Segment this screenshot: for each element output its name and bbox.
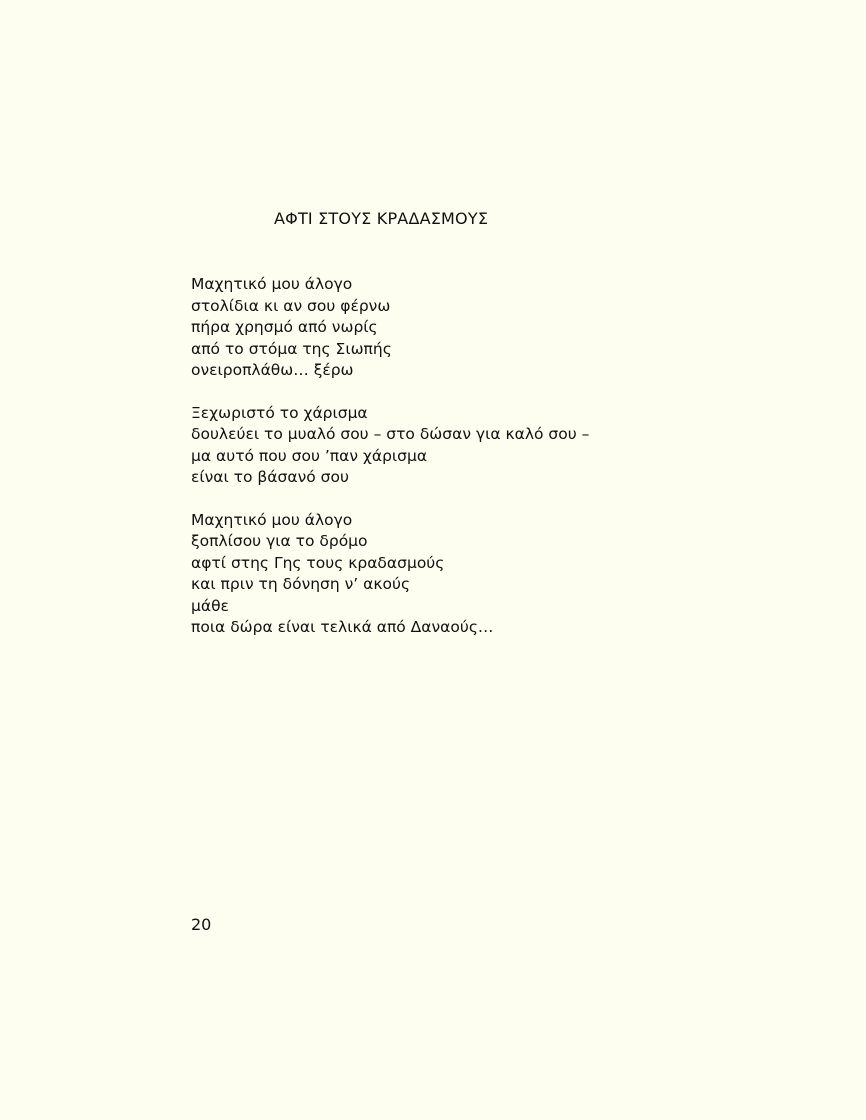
poem-line: δουλεύει το μυαλό σου – στο δώσαν για καλό σου – xyxy=(191,425,590,443)
stanza-1 xyxy=(191,274,751,382)
page-number: 20 xyxy=(191,915,212,934)
poem-line: Μαχητικό μου άλογο xyxy=(191,275,353,293)
poem-line: Μαχητικό μου άλογο xyxy=(191,510,353,529)
poem-line: ονειροπλάθω… ξέρω xyxy=(191,361,354,379)
poem-line: αφτί στης Γης τους κραδασμούς xyxy=(191,553,445,572)
poem-title: ΑΦΤΙ ΣΤΟΥΣ ΚΡΑΔΑΣΜΟΥΣ xyxy=(274,209,489,228)
poem-line: μάθε xyxy=(191,596,229,615)
stanza-2 xyxy=(191,403,751,489)
poem-body xyxy=(191,274,751,660)
poem-line: και πριν τη δόνηση ν’ ακούς xyxy=(191,575,411,593)
stanza-3 xyxy=(191,510,751,639)
poem-line: πήρα χρησμό από νωρίς xyxy=(191,318,378,336)
poem-line: μα αυτό που σου ’παν χάρισμα xyxy=(191,446,428,465)
poem-line: Ξεχωριστό το χάρισμα xyxy=(191,403,368,422)
poem-line: στολίδια κι αν σου φέρνω xyxy=(191,296,391,315)
poem-line: είναι το βάσανό σου xyxy=(191,468,349,486)
poem-line: από το στόμα της Σιωπής xyxy=(191,339,392,358)
poem-line: ξοπλίσου για το δρόμο xyxy=(191,532,368,550)
poem-line: ποια δώρα είναι τελικά από Δαναούς… xyxy=(191,618,494,636)
